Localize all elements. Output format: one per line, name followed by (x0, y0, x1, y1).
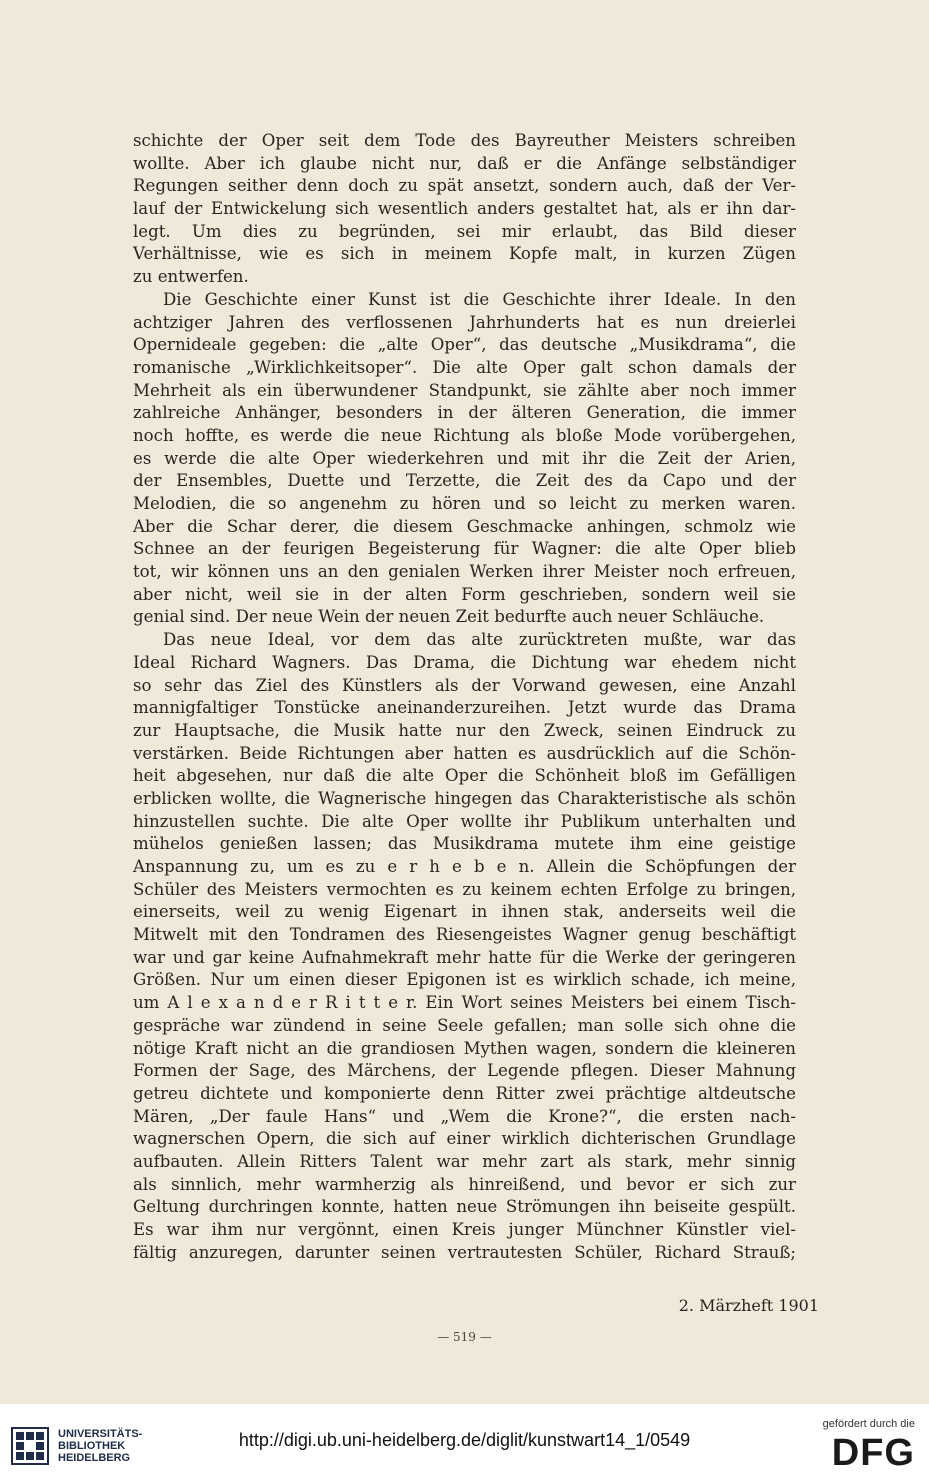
text-line: Mehrheit als ein überwundener Standpunkt, sie zählte aber noch immer (133, 380, 796, 400)
text-line: als sinnlich, mehr warmherzig als hinreißend, und bevor er sich zur (133, 1174, 796, 1194)
text-line: romanische „Wirklichkeitsoper“. Die alte Oper galt schon damals der (133, 357, 796, 377)
text-line: der Ensembles, Duette und Terzette, die Zeit des da Capo und der (133, 471, 796, 491)
text-line: einerseits, weil zu wenig Eigenart in ihnen stak, anderseits weil die (133, 902, 796, 922)
text-line: zur Hauptsache, die Musik hatte nur den Zweck, seinen Eindruck zu (133, 720, 796, 740)
issue-signature: 2. Märzheft 1901 (678, 1296, 819, 1315)
text-line: heit abgesehen, nur daß die alte Oper die Schönheit bloß im Gefälligen (133, 766, 796, 786)
text-line: erblicken wollte, die Wagnerische hingegen das Charakteristische als schön (133, 788, 796, 808)
text-line: es werde die alte Oper wiederkehren und mit ihr die Zeit der Arien, (133, 448, 796, 468)
text-line: nötige Kraft nicht an die grandiosen Mythen wagen, sondern die kleineren (133, 1038, 796, 1058)
text-line: verstärken. Beide Richtungen aber hatten es ausdrücklich auf die Schön- (133, 743, 796, 763)
text-line: Anspannung zu, um es zu e r h e b e n. Allein die Schöpfungen der (133, 857, 796, 876)
text-line: aber nicht, weil sie in der alten Form geschrieben, sondern weil sie (133, 584, 796, 604)
page-number: — 519 — (437, 1330, 492, 1344)
footer-bar (0, 1404, 929, 1479)
text-line: legt. Um dies zu begründen, sei mir erlaubt, das Bild dieser (133, 221, 796, 241)
text-line: Geltung durchringen konnte, hatten neue Strömungen ihn beiseite gespült. (133, 1197, 796, 1217)
text-line: Größen. Nur um einen dieser Epigonen ist es wirklich schade, ich meine, (133, 970, 796, 990)
text-line: zahlreiche Anhänger, besonders in der älteren Generation, die immer (133, 403, 796, 423)
text-line: mühelos genießen lassen; das Musikdrama mutete ihm eine geistige (133, 834, 796, 854)
text-line: tot, wir können uns an den genialen Werken ihrer Meister noch erfreuen, (133, 562, 796, 582)
text-line: Formen der Sage, des Märchens, der Legende pflegen. Dieser Mahnung (133, 1061, 796, 1081)
text-line: Die Geschichte einer Kunst ist die Geschichte ihrer Ideale. In den (163, 289, 796, 309)
funded-by-label: gefördert durch die (822, 1418, 915, 1430)
text-line: wagnerschen Opern, die sich auf einer wirklich dichterischen Grundlage (133, 1129, 796, 1149)
text-line: zu entwerfen. (133, 267, 249, 287)
text-line: Verhältnisse, wie es sich in meinem Kopfe malt, in kurzen Zügen (133, 244, 796, 264)
text-line: gespräche war zündend in seine Seele gefallen; man solle sich ohne die (133, 1015, 796, 1035)
library-line: HEIDELBERG (58, 1452, 131, 1464)
text-line: achtziger Jahren des verflossenen Jahrhunderts hat es nun dreierlei (133, 312, 796, 332)
text-line: war und gar keine Aufnahmekraft mehr hatte für die Werke der geringeren (133, 947, 796, 967)
text-line: Es war ihm nur vergönnt, einen Kreis junger Münchner Künstler viel- (133, 1220, 796, 1239)
text-line: Ideal Richard Wagners. Das Drama, die Dichtung war ehedem nicht (133, 652, 796, 672)
library-line: BIBLIOTHEK (58, 1440, 126, 1452)
text-line: Schüler des Meisters vermochten es zu keinem echten Erfolge zu bringen, (133, 879, 796, 899)
body-text (133, 130, 796, 1264)
text-line: Mitwelt mit den Tondramen des Riesengeistes Wagner genug beschäftigt (133, 925, 796, 945)
text-line: getreu dichtete und komponierte denn Ritter zwei prächtige altdeutsche (133, 1083, 796, 1103)
text-line: Opernideale gegeben: die „alte Oper“, das deutsche „Musikdrama“, die (133, 335, 796, 355)
text-line: Melodien, die so angenehm zu hören und so leicht zu merken waren. (133, 494, 796, 513)
dfg-logo: DFG (831, 1432, 915, 1474)
text-line: aufbauten. Allein Ritters Talent war mehr zart als stark, mehr sinnig (133, 1151, 796, 1171)
text-line: genial sind. Der neue Wein der neuen Zeit bedurfte auch neuer Schläuche. (133, 607, 765, 627)
library-line: UNIVERSITÄTS- (58, 1428, 143, 1440)
text-line: lauf der Entwickelung sich wesentlich anders gestaltet hat, als er ihn dar- (133, 199, 796, 219)
text-line: schichte der Oper seit dem Tode des Bayreuther Meisters schreiben (133, 131, 796, 150)
text-line: mannigfaltiger Tonstücke aneinanderzureihen. Jetzt wurde das Drama (133, 698, 796, 718)
text-line: Aber die Schar derer, die diesem Geschmacke anhingen, schmolz wie (133, 516, 796, 536)
text-line: noch hoffte, es werde die neue Richtung als bloße Mode vorübergehen, (133, 425, 796, 445)
text-line: Schnee an der feurigen Begeisterung für Wagner: die alte Oper blieb (133, 539, 796, 559)
text-line: fältig anzuregen, darunter seinen vertrautesten Schüler, Richard Strauß; (133, 1242, 796, 1262)
text-line: Mären, „Der faule Hans“ und „Wem die Krone?“, die ersten nach- (133, 1106, 796, 1126)
text-line: Regungen seither denn doch zu spät ansetzt, sondern auch, daß der Ver- (133, 176, 796, 196)
text-line: hinzustellen suchte. Die alte Oper wollte ihr Publikum unterhalten und (133, 811, 796, 831)
text-line: Das neue Ideal, vor dem das alte zurücktreten mußte, war das (163, 630, 796, 650)
text-line: so sehr das Ziel des Künstlers als der Vorwand gewesen, eine Anzahl (133, 675, 796, 695)
source-url-link[interactable]: http://digi.ub.uni-heidelberg.de/diglit/kunstwart14_1/0549 (238, 1430, 691, 1450)
text-line: um A l e x a n d e r R i t t e r. Ein Wort seines Meisters bei einem Tisch- (133, 993, 796, 1013)
text-line: wollte. Aber ich glaube nicht nur, daß er die Anfänge selbständiger (133, 153, 796, 173)
